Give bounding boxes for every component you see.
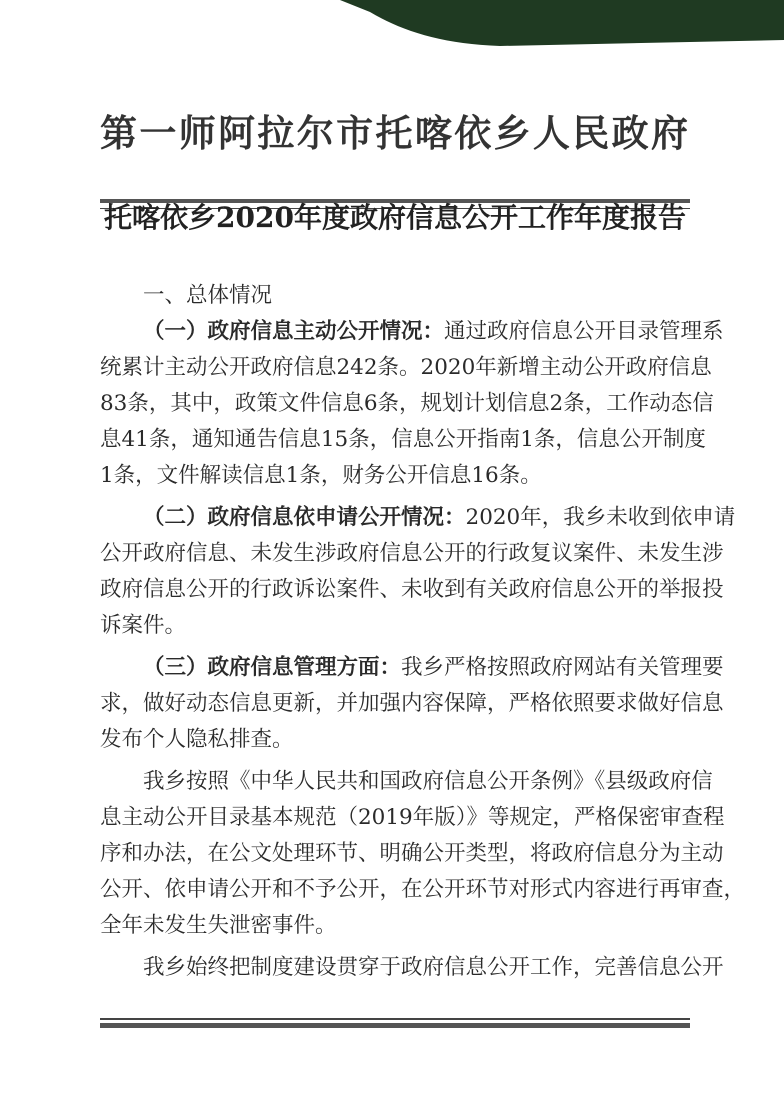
paragraph-text: 息主动公开目录基本规范（2019年版）》等规定，严格保密审查程 [100,805,725,830]
paragraph-line [100,314,724,350]
paragraph-line [100,500,736,536]
paragraph-text: 我乡按照《中华人民共和国政府信息公开条例》《县级政府信 [143,769,713,794]
paragraph-text: 发布个人隐私排查。 [100,727,294,752]
paragraph-line [100,908,698,944]
paragraph [100,764,746,944]
paragraph-line [100,572,724,608]
footer-rule-thin [100,1018,690,1020]
section-heading: 一、总体情况 [143,283,273,308]
paragraph-label: （三）政府信息管理方面： [143,655,402,680]
paragraph-text: 统累计主动公开政府信息242条。2020年新增主动公开政府信息 [100,355,712,380]
masthead: 第一师阿拉尔市托喀依乡人民政府 [100,112,690,155]
paragraph-line [100,722,698,758]
paragraph-text: 政府信息公开的行政诉讼案件、未收到有关政府信息公开的举报投 [100,577,724,602]
paragraph [100,950,724,986]
paragraph-text: 2020年，我乡未收到依申请 [465,505,736,530]
paragraph-text: 息41条，通知通告信息15条，信息公开指南1条，信息公开制度 [100,427,706,452]
paragraph [100,314,724,494]
paragraph-text: 通过政府信息公开目录管理系 [444,319,724,344]
paragraph-line [100,836,724,872]
paragraph-line [100,650,724,686]
paragraph-line [100,764,713,800]
paragraph-text: 83条，其中，政策文件信息6条，规划计划信息2条，工作动态信 [100,391,714,416]
footer-rule-thick [100,1023,690,1028]
paragraph-text: 公开政府信息、未发生涉政府信息公开的行政复议案件、未发生涉 [100,541,724,566]
paragraph-text: 诉案件。 [100,613,187,638]
paragraph-line [100,950,724,986]
paragraph-text: 我乡始终把制度建设贯穿于政府信息公开工作，完善信息公开 [143,955,724,980]
paragraph-line [100,350,712,386]
document-body [100,278,746,986]
paragraph-line [100,608,698,644]
paragraph [100,500,736,644]
paragraph-label: （二）政府信息依申请公开情况： [143,505,466,530]
paragraph-text: 序和办法，在公文处理环节、明确公开类型，将政府信息分为主动 [100,841,724,866]
paragraph [100,650,724,758]
paragraph-label: （一）政府信息主动公开情况： [143,319,445,344]
paragraph-line [100,800,725,836]
paragraph-text: 我乡严格按照政府网站有关管理要 [401,655,724,680]
paragraph-text: 1条，文件解读信息1条，财务公开信息16条。 [100,463,542,488]
header-swoosh-decoration [0,0,784,60]
paragraph-line [100,386,714,422]
paragraph-line [100,458,698,494]
paragraph-line [100,872,746,908]
report-title: 托喀依乡2020年度政府信息公开工作年度报告 [104,201,686,234]
paragraph-text: 全年未发生失泄密事件。 [100,913,337,938]
paragraph-line [100,536,724,572]
paragraph-text: 公开、依申请公开和不予公开，在公开环节对形式内容进行再审查， [100,877,746,902]
paragraph-text: 求，做好动态信息更新，并加强内容保障，严格依照要求做好信息 [100,691,724,716]
paragraph-line [100,686,724,722]
paragraph-line [100,422,706,458]
